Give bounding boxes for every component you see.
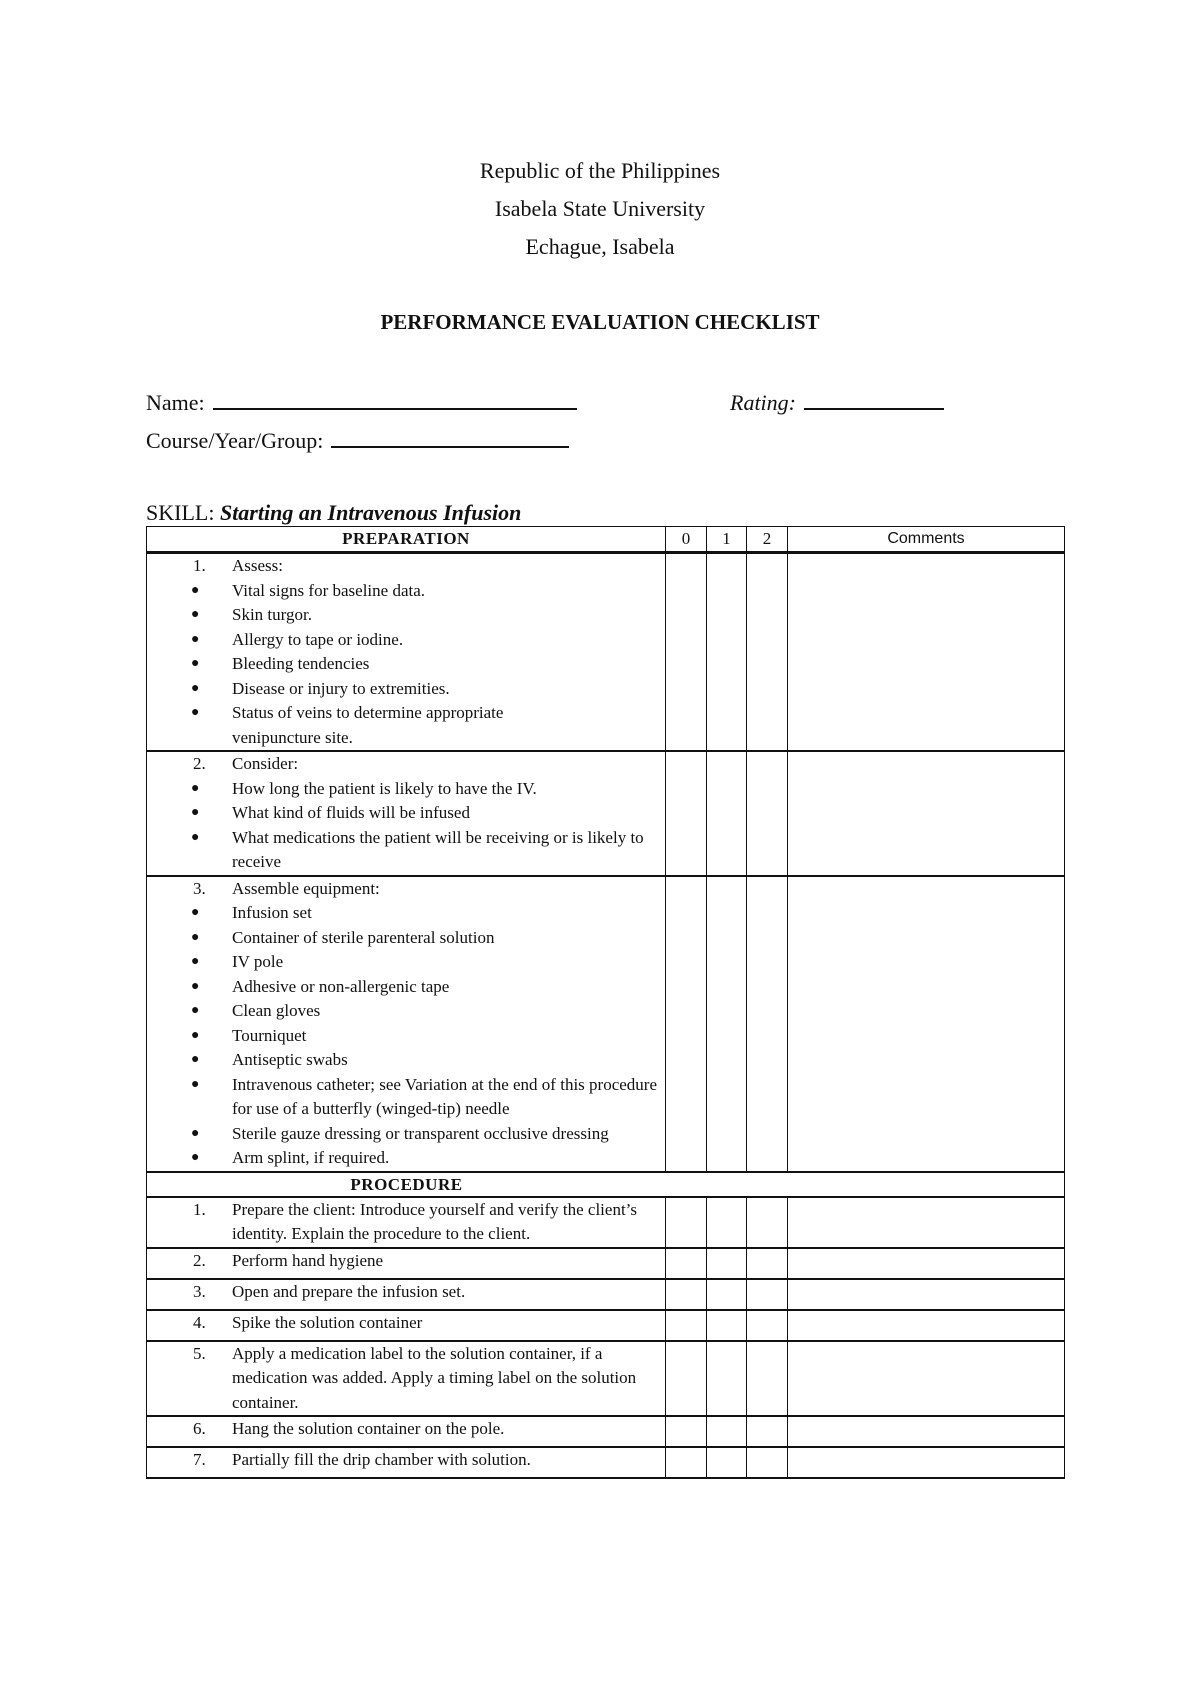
step-text: Prepare the client: Introduce yourself and verify the client’s identity. Explain the procedure to the client. (232, 1199, 638, 1243)
bullet-icon: ● (191, 1052, 200, 1067)
bullet-icon: ● (191, 1125, 200, 1141)
table-row (147, 1279, 1065, 1310)
table-row (147, 1341, 1065, 1417)
score-2-cell[interactable] (747, 876, 788, 1172)
score-0-cell[interactable] (666, 553, 707, 752)
list-item: Infusion set (232, 903, 312, 922)
score-0-cell[interactable] (666, 1447, 707, 1478)
bullet-icon: ● (191, 631, 200, 647)
score-0-cell[interactable] (666, 876, 707, 1172)
list-item: Clean gloves (232, 1001, 321, 1020)
skill-heading (146, 500, 521, 526)
procedure-step (147, 1279, 666, 1310)
bullet-icon: ● (191, 1076, 200, 1092)
list-item: Skin turgor. (232, 605, 312, 624)
step-number: 7. (193, 1450, 206, 1469)
list-item: Tourniquet (232, 1025, 307, 1045)
list-item: Disease or injury to extremities. (232, 678, 450, 698)
step-number: 3. (193, 1281, 206, 1301)
score-0-cell[interactable] (666, 1416, 707, 1447)
score-2-cell[interactable] (747, 751, 788, 876)
name-field (146, 386, 577, 417)
score-1-cell[interactable] (707, 1447, 747, 1478)
rating-label: Rating: (730, 390, 796, 415)
list-item: Container of sterile parenteral solution (232, 927, 495, 947)
table-row (147, 1197, 1065, 1248)
list-item: Adhesive or non-allergenic tape (232, 976, 450, 996)
list-item: Sterile gauze dressing or transparent occlusive dressing (232, 1123, 609, 1143)
score-1-header: 1 (707, 527, 747, 553)
bullet-icon: ● (191, 829, 200, 845)
step-number: 6. (193, 1419, 206, 1438)
procedure-header: PROCEDURE (350, 1174, 463, 1194)
comment-cell[interactable] (788, 876, 1065, 1172)
item-number: 3. (193, 878, 206, 898)
bullet-icon: ● (191, 929, 200, 945)
comment-cell[interactable] (788, 1416, 1065, 1447)
score-1-cell[interactable] (707, 1279, 747, 1310)
score-0-cell[interactable] (666, 1310, 707, 1341)
score-0-cell[interactable] (666, 1197, 707, 1248)
procedure-header-row (147, 1172, 1065, 1197)
comment-cell[interactable] (788, 1447, 1065, 1478)
item-number: 2. (193, 754, 206, 773)
score-1-cell[interactable] (707, 1416, 747, 1447)
procedure-step (147, 1416, 666, 1447)
bullet-icon: ● (191, 1003, 200, 1018)
procedure-step (147, 1310, 666, 1341)
list-item: What kind of fluids will be infused (232, 803, 470, 822)
step-text: Partially fill the drip chamber with solution. (232, 1450, 531, 1469)
list-item: Intravenous catheter; see Variation at the end of this procedure for use of a butterfly (winged-tip) needle (232, 1074, 657, 1118)
step-text: Open and prepare the infusion set. (232, 1281, 466, 1301)
step-number: 4. (193, 1312, 206, 1332)
header-university: Isabela State University (494, 196, 706, 221)
step-number: 2. (193, 1250, 206, 1270)
table-row (147, 1248, 1065, 1279)
score-1-cell[interactable] (707, 1197, 747, 1248)
name-input-line[interactable] (213, 386, 577, 410)
course-field (146, 424, 569, 455)
comment-cell[interactable] (788, 1248, 1065, 1279)
table-row (147, 876, 1065, 1172)
list-item: Bleeding tendencies (232, 654, 370, 673)
bullet-icon: ● (191, 1027, 200, 1043)
step-text: Perform hand hygiene (232, 1250, 384, 1270)
score-2-cell[interactable] (747, 1416, 788, 1447)
score-1-cell[interactable] (707, 1341, 747, 1417)
name-label: Name: (146, 390, 205, 415)
bullet-icon: ● (191, 905, 200, 920)
bullet-icon: ● (191, 954, 200, 969)
score-1-cell[interactable] (707, 751, 747, 876)
table-row (147, 1310, 1065, 1341)
rating-input-line[interactable] (804, 386, 944, 410)
procedure-step (147, 1248, 666, 1279)
document-title: PERFORMANCE EVALUATION CHECKLIST (380, 310, 820, 334)
score-2-cell[interactable] (747, 1248, 788, 1279)
step-number: 1. (193, 1199, 206, 1219)
comment-cell[interactable] (788, 1310, 1065, 1341)
list-item: Allergy to tape or iodine. (232, 629, 404, 649)
checklist-table (146, 526, 1065, 1479)
header-republic: Republic of the Philippines (479, 158, 721, 183)
score-1-cell[interactable] (707, 553, 747, 752)
list-item: How long the patient is likely to have the IV. (232, 778, 537, 798)
bullet-icon: ● (191, 978, 200, 994)
bullet-icon: ● (191, 805, 200, 820)
item-label: Assess: (232, 556, 284, 575)
item-number: 1. (193, 556, 206, 575)
procedure-step (147, 1197, 666, 1248)
prep-item-assess (147, 553, 666, 752)
comment-cell[interactable] (788, 751, 1065, 876)
list-item: What medications the patient will be receiving or is likely to receive (232, 827, 644, 871)
list-item: Antiseptic swabs (232, 1050, 348, 1069)
table-row (147, 751, 1065, 876)
table-row (147, 553, 1065, 752)
table-row (147, 1447, 1065, 1478)
score-0-cell[interactable] (666, 1248, 707, 1279)
comment-cell[interactable] (788, 1279, 1065, 1310)
comments-header: Comments (788, 527, 1065, 553)
list-item: Arm splint, if required. (232, 1148, 390, 1167)
list-item: Status of veins to determine appropriate venipuncture site. (232, 703, 504, 747)
preparation-header: PREPARATION (147, 527, 666, 553)
skill-label: SKILL: (146, 500, 215, 525)
score-2-cell[interactable] (747, 1197, 788, 1248)
bullet-icon: ● (191, 705, 200, 720)
score-0-cell[interactable] (666, 1341, 707, 1417)
comment-cell[interactable] (788, 1197, 1065, 1248)
procedure-step (147, 1447, 666, 1478)
header-location: Echague, Isabela (525, 234, 675, 259)
prep-item-equipment (147, 876, 666, 1172)
score-0-header: 0 (666, 527, 707, 553)
score-0-cell[interactable] (666, 1279, 707, 1310)
table-row (147, 1416, 1065, 1447)
step-text: Apply a medication label to the solution container, if a medication was added. Apply a timing label on the solution container. (232, 1343, 637, 1412)
score-1-cell[interactable] (707, 876, 747, 1172)
bullet-icon: ● (191, 680, 200, 696)
score-2-cell[interactable] (747, 1447, 788, 1478)
bullet-icon: ● (191, 582, 200, 598)
procedure-step (147, 1341, 666, 1417)
score-2-cell[interactable] (747, 1279, 788, 1310)
course-input-line[interactable] (331, 424, 569, 448)
score-2-header: 2 (747, 527, 788, 553)
score-2-cell[interactable] (747, 1341, 788, 1417)
score-2-cell[interactable] (747, 553, 788, 752)
list-item: IV pole (232, 952, 284, 971)
comment-cell[interactable] (788, 553, 1065, 752)
comment-cell[interactable] (788, 1341, 1065, 1417)
prep-item-consider (147, 751, 666, 876)
score-1-cell[interactable] (707, 1310, 747, 1341)
score-1-cell[interactable] (707, 1248, 747, 1279)
score-2-cell[interactable] (747, 1310, 788, 1341)
bullet-icon: ● (191, 1150, 200, 1165)
step-text: Spike the solution container (232, 1312, 423, 1332)
item-label: Consider: (232, 754, 299, 773)
score-0-cell[interactable] (666, 751, 707, 876)
skill-name: Starting an Intravenous Infusion (219, 500, 522, 525)
course-label: Course/Year/Group: (146, 428, 324, 453)
bullet-icon: ● (191, 607, 200, 622)
item-label: Assemble equipment: (232, 878, 380, 898)
table-header-row (147, 527, 1065, 553)
bullet-icon: ● (191, 780, 200, 796)
bullet-icon: ● (191, 656, 200, 671)
rating-field (730, 386, 944, 417)
step-text: Hang the solution container on the pole. (232, 1419, 505, 1438)
list-item: Vital signs for baseline data. (232, 580, 426, 600)
step-number: 5. (193, 1343, 206, 1363)
